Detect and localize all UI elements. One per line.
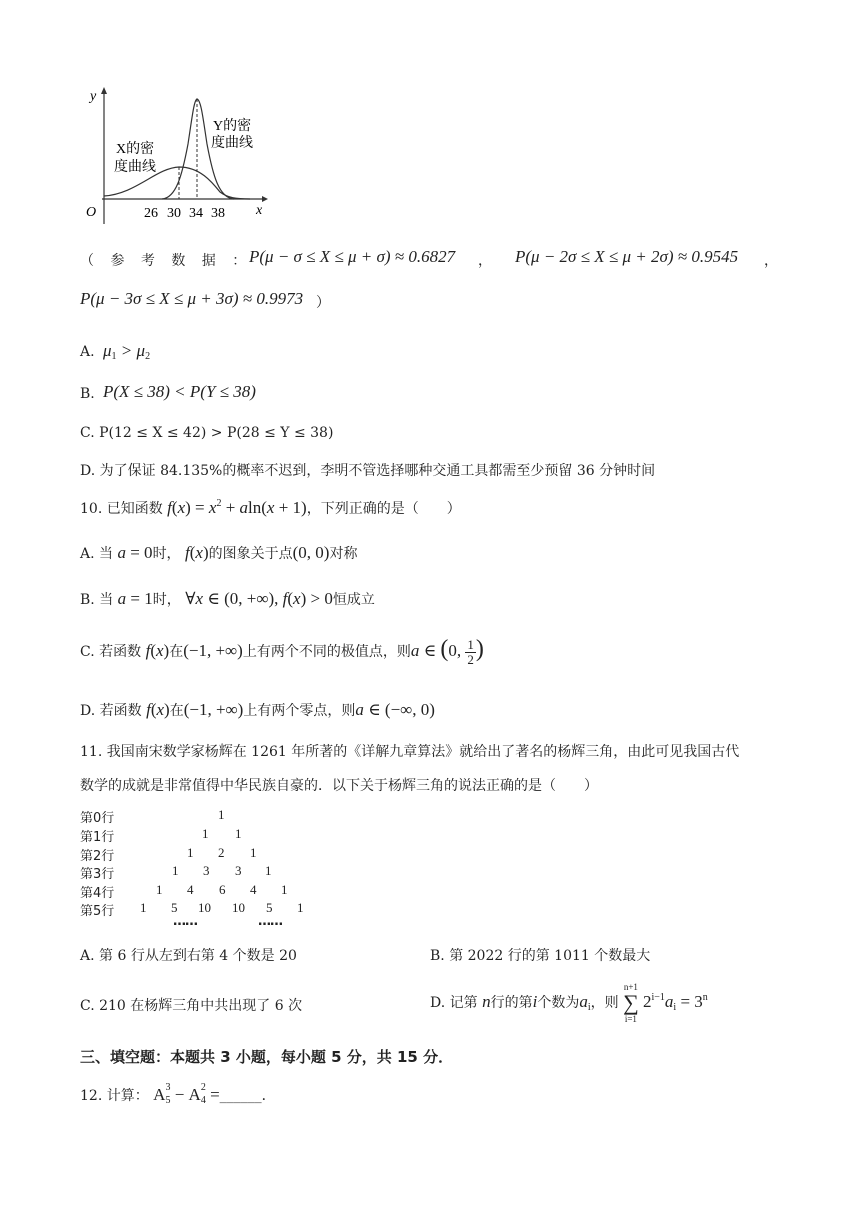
tick-34: 34 xyxy=(189,206,203,221)
triangle-cell: 1 xyxy=(281,882,288,897)
triangle-cell: 1 xyxy=(140,900,147,915)
triangle-cell: 10 xyxy=(232,900,245,915)
y-axis-arrow xyxy=(101,87,107,94)
triangle-cell: 1 xyxy=(156,882,163,897)
q10-option-b: B. 当 a = 1时， ∀x ∈ (0, +∞), f(x) > 0恒成立 xyxy=(80,589,375,608)
triangle-row-label-4: 第4行 xyxy=(80,886,115,901)
ref-prob-3: P(μ − 3σ ≤ X ≤ μ + 3σ) ≈ 0.9973 xyxy=(80,289,304,308)
x-axis-arrow xyxy=(262,196,268,202)
origin-label: O xyxy=(86,205,97,220)
triangle-cell: 3 xyxy=(235,863,242,878)
q9-option-b-label: B. xyxy=(80,386,95,402)
q10-stem: 10. 已知函数 $f(x) = x^2 + aln(x + 1)$，下列正确的是（ ） xyxy=(80,498,461,517)
triangle-cell: 1 xyxy=(265,863,272,878)
triangle-cell: 4 xyxy=(187,882,194,897)
q10-option-d: D. 若函数 f(x)在(−1, +∞)上有两个零点，则a ∈ (−∞, 0) xyxy=(80,700,435,719)
triangle-cell: 5 xyxy=(266,900,273,915)
triangle-cell: 1 xyxy=(297,900,304,915)
triangle-cell: 2 xyxy=(218,845,225,860)
q9-option-a-label: A. xyxy=(80,344,95,360)
ref-prob-2: P(μ − 2σ ≤ X ≤ μ + 2σ) ≈ 0.9545 xyxy=(515,247,739,266)
ref-data-prefix: （ 参 考 数 据 ： xyxy=(80,253,253,269)
triangle-cell: 1 xyxy=(250,845,257,860)
x-axis-label: x xyxy=(256,203,263,218)
q10-option-c: C. 若函数 f(x)在(−1, +∞)上有两个不同的极值点，则a ∈ (0, $\frac{1}{2}$ ) xyxy=(80,636,484,667)
triangle-cell: 1 xyxy=(187,845,194,860)
section-3-heading: 三、填空题：本题共 3 小题，每小题 5 分，共 15 分． xyxy=(80,1048,454,1066)
q9-option-b-expr: P(X ≤ 38) < P(Y ≤ 38) xyxy=(103,382,256,401)
tick-38: 38 xyxy=(211,206,225,221)
q9-option-a-expr: $\mu_1 > \mu_2$ xyxy=(103,341,151,362)
triangle-cell: 4 xyxy=(250,882,257,897)
q11-stem-line2: 数学的成就是非常值得中华民族自豪的．以下关于杨辉三角的说法正确的是（ ） xyxy=(80,778,598,794)
q11-option-c: C. 210 在杨辉三角中共出现了 6 次 xyxy=(80,998,303,1014)
ref-sep-1: ， xyxy=(478,253,492,269)
triangle-cell: 1 xyxy=(218,807,225,822)
q11-stem-line1: 11. 我国南宋数学家杨辉在 1261 年所著的《详解九章算法》就给出了著名的杨辉三角，由此可见我国古代 xyxy=(80,744,740,760)
triangle-ellipsis-right: …… xyxy=(258,914,282,929)
triangle-cell: 10 xyxy=(198,900,211,915)
q12: 12. 计算： A $_{3 5}$ − A $_{2 4}$ =______． xyxy=(80,1082,276,1106)
triangle-cell: 5 xyxy=(171,900,178,915)
triangle-cell: 1 xyxy=(172,863,179,878)
triangle-cell: 3 xyxy=(203,863,210,878)
q9-option-c: C. P(12 ≤ X ≤ 42) > P(28 ≤ Y ≤ 38) xyxy=(80,425,334,441)
y-curve-label-line2: 度曲线 xyxy=(211,136,253,151)
triangle-cell: 1 xyxy=(235,826,242,841)
q11-option-a: A. 第 6 行从左到右第 4 个数是 20 xyxy=(80,948,297,964)
triangle-ellipsis-left: …… xyxy=(173,914,197,929)
triangle-row-label-1: 第1行 xyxy=(80,830,115,845)
y-axis-label: y xyxy=(90,89,97,104)
triangle-row-label-5: 第5行 xyxy=(80,904,115,919)
ref-prob-1: P(μ − σ ≤ X ≤ μ + σ) ≈ 0.6827 xyxy=(249,247,456,266)
tick-30: 30 xyxy=(167,206,181,221)
x-curve-label-line2: 度曲线 xyxy=(114,160,156,175)
triangle-row-label-2: 第2行 xyxy=(80,849,115,864)
triangle-cell: 6 xyxy=(219,882,226,897)
ref-data-suffix: ） xyxy=(316,295,330,311)
tick-26: 26 xyxy=(144,206,158,221)
q12-answer-blank[interactable]: ______ xyxy=(219,1088,262,1104)
q11-option-b: B. 第 2022 行的第 1011 个数最大 xyxy=(430,948,651,964)
y-curve-label-line1: Y的密 xyxy=(213,119,252,134)
triangle-row-label-0: 第0行 xyxy=(80,811,115,826)
q10-option-a: A. 当 a = 0时， f(x)的图象关于点(0, 0)对称 xyxy=(80,543,358,562)
ref-sep-2: ， xyxy=(764,253,778,269)
q11-option-d: D. 记第 n行的第i个数为$a_i$，则 n+1 ∑ i=1 $2^{i-1}a_i = 3^n$ xyxy=(430,982,708,1024)
triangle-row-label-3: 第3行 xyxy=(80,867,115,882)
triangle-cell: 1 xyxy=(202,826,209,841)
x-curve-label-line1: X的密 xyxy=(116,142,155,157)
q9-option-d: D. 为了保证 84.135%的概率不迟到，李明不管选择哪种交通工具都需至少预留 36 分钟时间 xyxy=(80,463,656,479)
density-figure xyxy=(76,86,272,226)
